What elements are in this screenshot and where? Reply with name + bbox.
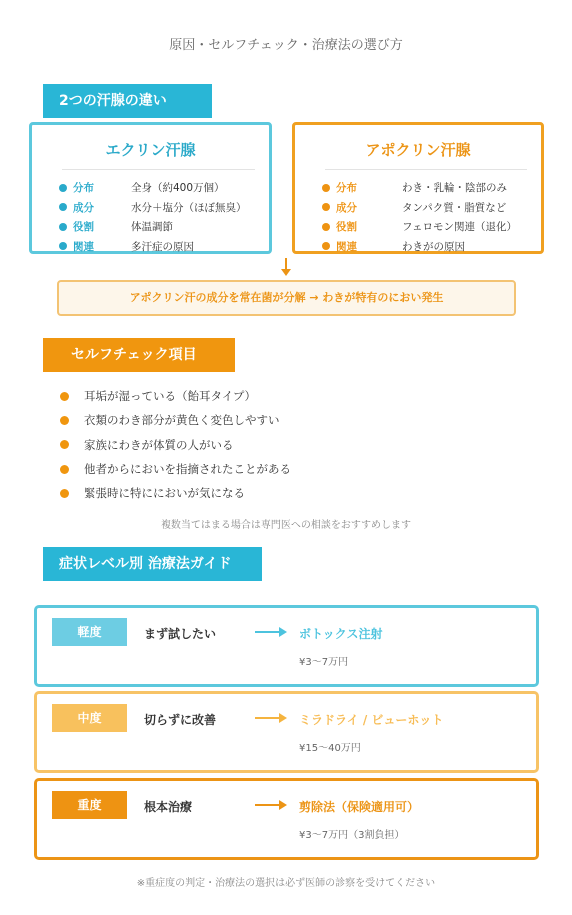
row-key: 成分 — [336, 201, 357, 214]
gland-row — [295, 198, 541, 218]
bullet-dot — [322, 242, 330, 250]
apocrine-gland-card — [292, 122, 544, 254]
checklist-text: 緊張時に特ににおいが気になる — [84, 486, 245, 501]
bullet-dot — [322, 223, 330, 231]
bullet-dot — [59, 223, 67, 231]
row-value: フェロモン関連（退化） — [402, 221, 517, 234]
level-price: ¥3〜7万円（3割負担） — [299, 830, 405, 841]
eccrine-gland-card — [29, 122, 272, 254]
row-key: 役割 — [73, 221, 94, 234]
row-key: 分布 — [73, 182, 94, 195]
checklist-text: 耳垢が湿っている（飴耳タイプ） — [84, 389, 257, 404]
level-treatment: ボトックス注射 — [299, 627, 383, 641]
level-goal: 切らずに改善 — [144, 713, 217, 727]
bullet-dot — [59, 242, 67, 250]
row-key: 関連 — [73, 240, 94, 253]
row-key: 関連 — [336, 240, 357, 253]
bullet-dot — [60, 489, 69, 498]
section-label-glands: 2つの汗腺の違い — [43, 84, 212, 118]
checklist-item — [60, 433, 291, 457]
row-value: 全身（約400万個） — [131, 182, 225, 195]
row-key: 成分 — [73, 201, 94, 214]
row-key: 役割 — [336, 221, 357, 234]
level-badge: 重度 — [52, 791, 127, 819]
row-value: わき・乳輪・陰部のみ — [402, 182, 507, 195]
bullet-dot — [60, 416, 69, 425]
level-card-severe — [34, 778, 539, 860]
card-divider — [62, 169, 255, 170]
section-label-selfcheck: セルフチェック項目 — [43, 338, 235, 372]
checklist-item — [60, 384, 291, 408]
footer-note: ※重症度の判定・治療法の選択は必ず医師の診察を受けてください — [136, 878, 436, 889]
gland-row — [32, 178, 269, 198]
gland-row — [32, 237, 269, 257]
page-title: 原因・セルフチェック・治療法の選び方 — [169, 38, 403, 53]
row-value: 水分＋塩分（ほぼ無臭） — [131, 201, 247, 214]
level-treatment: 剪除法（保険適用可） — [299, 800, 420, 814]
checklist-item — [60, 481, 291, 505]
checklist-text: 家族にわきが体質の人がいる — [84, 437, 234, 452]
gland-row — [295, 217, 541, 237]
gland-row — [295, 178, 541, 198]
gland-row — [32, 217, 269, 237]
level-card-moderate — [34, 691, 539, 773]
gland-row — [32, 198, 269, 218]
row-value: タンパク質・脂質など — [402, 201, 507, 214]
gland-row — [295, 237, 541, 257]
level-badge: 中度 — [52, 704, 127, 732]
level-price: ¥15〜40万円 — [299, 743, 361, 754]
level-badge: 軽度 — [52, 618, 127, 646]
checklist-item — [60, 408, 291, 432]
right-arrow-icon — [255, 800, 287, 810]
right-arrow-icon — [255, 713, 287, 723]
apocrine-gland-title: アポクリン汗腺 — [365, 141, 471, 159]
level-price: ¥3〜7万円 — [299, 657, 349, 668]
level-card-mild — [34, 605, 539, 687]
row-key: 分布 — [336, 182, 357, 195]
checklist-text: 衣類のわき部分が黄色く変色しやすい — [84, 413, 280, 428]
card-divider — [325, 169, 527, 170]
level-goal: まず試したい — [144, 627, 217, 641]
bullet-dot — [59, 203, 67, 211]
down-arrow-icon — [279, 258, 293, 278]
section-label-treatment: 症状レベル別 治療法ガイド — [43, 547, 262, 581]
eccrine-gland-title: エクリン汗腺 — [105, 141, 196, 159]
bullet-dot — [60, 440, 69, 449]
bullet-dot — [60, 392, 69, 401]
checklist-footnote: 複数当てはまる場合は専門医への相談をおすすめします — [160, 520, 412, 531]
row-value: わきがの原因 — [402, 240, 465, 253]
bullet-dot — [59, 184, 67, 192]
bullet-dot — [60, 465, 69, 474]
row-value: 多汗症の原因 — [131, 240, 194, 253]
bullet-dot — [322, 203, 330, 211]
checklist — [60, 384, 291, 505]
level-goal: 根本治療 — [144, 800, 193, 814]
cause-note: アポクリン汗の成分を常在菌が分解 → わきが特有のにおい発生 — [57, 280, 516, 316]
right-arrow-icon — [255, 627, 287, 637]
checklist-text: 他者からにおいを指摘されたことがある — [84, 462, 291, 477]
bullet-dot — [322, 184, 330, 192]
checklist-item — [60, 457, 291, 481]
row-value: 体温調節 — [131, 221, 173, 234]
level-treatment: ミラドライ / ビューホット — [299, 713, 444, 727]
